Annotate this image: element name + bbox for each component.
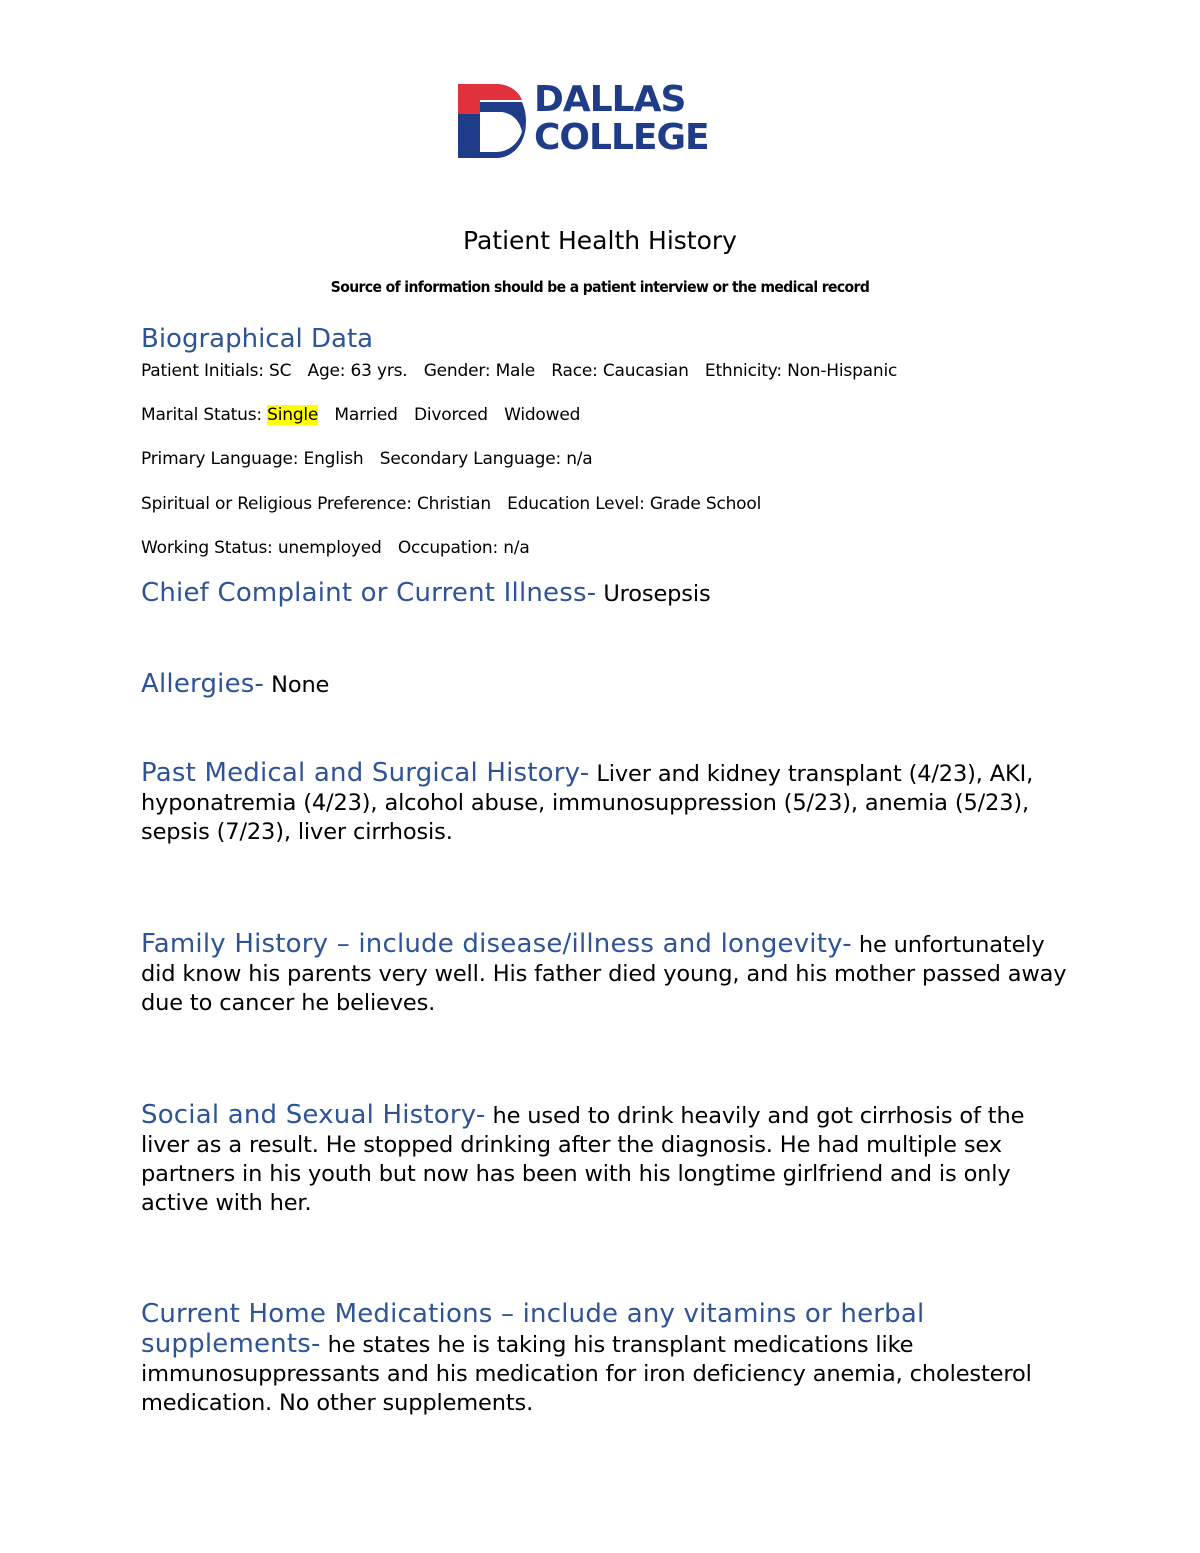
allergies-section [141, 670, 1071, 700]
family-history-text: he unfortunately did know his parents very well. His father died young, and his mother passed away due to cancer he believes. [141, 932, 1067, 1016]
family-history-section [141, 930, 1071, 1018]
past-history-text: Liver and kidney transplant (4/23), AKI, hyponatremia (4/23), alcohol abuse, immunosuppression (5/23), anemia (5/23), sepsis (7/23), liver cirrhosis. [141, 761, 1034, 845]
allergies-heading: Allergies- [141, 669, 265, 699]
page-subtitle: Source of information should be a patient interview or the medical record [330, 278, 870, 296]
chief-complaint-heading: Chief Complaint or Current Illness- [141, 578, 597, 608]
religious-preference: Spiritual or Religious Preference: Christian [141, 494, 491, 514]
patient-age: Age: 63 yrs. [307, 361, 408, 381]
working-status: Working Status: unemployed [141, 538, 382, 558]
page-title: Patient Health History [463, 226, 737, 255]
chief-complaint-text: Urosepsis [603, 581, 711, 607]
marital-label: Marital Status: [141, 405, 262, 425]
social-history-text: he used to drink heavily and got cirrhosis of the liver as a result. He stopped drinking after the diagnosis. He had multiple sex partners in his youth but now has been with his longtime girlfriend and is only active with her. [141, 1103, 1025, 1216]
logo-word-dallas: DALLAS [534, 79, 686, 120]
bio-line-language [141, 449, 593, 469]
patient-race: Race: Caucasian [551, 361, 689, 381]
logo-word-college: COLLEGE [534, 117, 709, 158]
marital-option-divorced: Divorced [413, 405, 488, 425]
patient-gender: Gender: Male [423, 361, 536, 381]
past-history-heading: Past Medical and Surgical History- [141, 758, 590, 788]
patient-initials: Patient Initials: SC [141, 361, 292, 381]
marital-option-widowed: Widowed [504, 405, 581, 425]
social-history-heading: Social and Sexual History- [141, 1100, 486, 1130]
logo-mark-icon [456, 82, 534, 160]
marital-option-married: Married [334, 405, 398, 425]
biographical-heading: Biographical Data [141, 324, 374, 354]
marital-selected: Single [267, 405, 319, 425]
medications-text: he states he is taking his transplant medications like immunosuppressants and his medication for iron deficiency anemia, cholesterol medication. No other supplements. [141, 1332, 1032, 1416]
allergies-text: None [271, 672, 330, 698]
medications-heading: Current Home Medications – include any vitamins or herbal supplements- [141, 1299, 925, 1359]
dallas-college-logo [456, 79, 746, 160]
bio-line-work [141, 538, 530, 558]
patient-ethnicity: Ethnicity: Non-Hispanic [704, 361, 898, 381]
bio-line-marital [141, 405, 580, 425]
bio-line-religion [141, 494, 761, 514]
family-history-heading: Family History – include disease/illness and longevity- [141, 929, 852, 959]
primary-language: Primary Language: English [141, 449, 364, 469]
medications-section [141, 1300, 1071, 1418]
occupation: Occupation: n/a [397, 538, 530, 558]
bio-line-1 [141, 361, 897, 381]
secondary-language: Secondary Language: n/a [379, 449, 593, 469]
social-history-section [141, 1101, 1071, 1218]
education-level: Education Level: Grade School [507, 494, 762, 514]
chief-complaint-section [141, 579, 1071, 609]
past-history-section [141, 759, 1071, 847]
